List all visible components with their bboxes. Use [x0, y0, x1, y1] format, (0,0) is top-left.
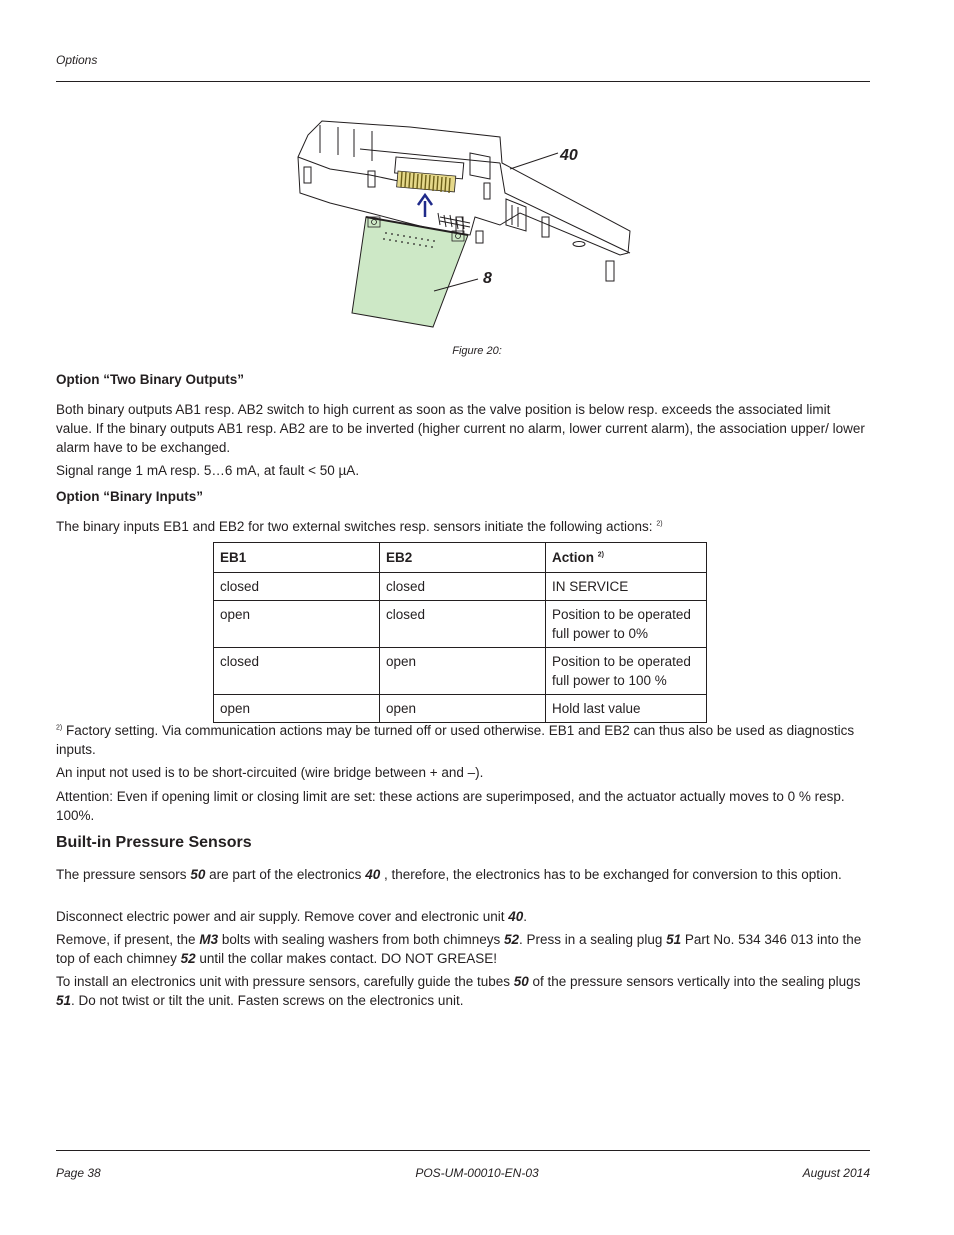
- header-rule: [56, 81, 870, 82]
- cell-eb2: open: [380, 648, 546, 695]
- text-run: . Do not twist or tilt the unit. Fasten screws on the electronics unit.: [71, 993, 464, 1008]
- footnote: [56, 721, 868, 759]
- text-run: bolts with sealing washers from both chimneys: [218, 932, 504, 947]
- text-run: until the collar makes contact. DO NOT GREASE!: [195, 951, 497, 966]
- figure-electronics-unit: [290, 113, 650, 331]
- ref-number: 50: [190, 867, 206, 882]
- text-run: The pressure sensors: [56, 867, 191, 882]
- running-head: Options: [56, 53, 98, 67]
- text-run: are part of the electronics: [205, 867, 366, 882]
- heading-binary-inputs: Option “Binary Inputs”: [56, 489, 203, 504]
- table-row: [214, 573, 707, 601]
- footnote-ref: 2): [656, 520, 663, 528]
- footnote-text: Factory setting. Via communication actions may be turned off or used otherwise. EB1 and EB2 can thus also be used as diagnostics inputs.: [56, 723, 855, 757]
- table-header-row: [214, 543, 707, 573]
- ref-number: 50: [513, 974, 529, 989]
- header-eb2: EB2: [380, 543, 546, 573]
- ref-number: 40: [365, 867, 381, 882]
- pressure-sensors-para-2: [56, 907, 868, 926]
- text-run: To install an electronics unit with pressure sensors, carefully guide the tubes: [56, 974, 514, 989]
- text-run: , therefore, the electronics has to be exchanged for conversion to this option.: [380, 867, 842, 882]
- callout-8: 8: [483, 270, 492, 287]
- table-row: [214, 648, 707, 695]
- binary-inputs-intro-text: The binary inputs EB1 and EB2 for two external switches resp. sensors initiate the following actions:: [56, 519, 657, 534]
- figure-caption: Figure 20:: [452, 345, 502, 357]
- ref-number: 51: [56, 993, 72, 1008]
- cell-action: Hold last value: [546, 695, 707, 723]
- signal-range-text: Signal range 1 mA resp. 5…6 mA, at fault < 50 µA.: [56, 463, 360, 478]
- header-action: [546, 543, 707, 573]
- pressure-sensors-para-4: [56, 972, 868, 1010]
- document-id: POS-UM-00010-EN-03: [415, 1166, 539, 1180]
- cell-action: Position to be operated full power to 0%: [546, 601, 707, 648]
- electronics-unit-drawing: [290, 113, 650, 331]
- text-run: of the pressure sensors vertically into the sealing plugs: [528, 974, 861, 989]
- cell-eb1: closed: [214, 573, 380, 601]
- insert-arrow-icon: [418, 195, 432, 217]
- page-number: Page 38: [56, 1166, 101, 1180]
- cell-eb1: open: [214, 695, 380, 723]
- callout-40: 40: [560, 147, 578, 164]
- document-date: August 2014: [802, 1166, 870, 1180]
- pin-header: [397, 171, 456, 193]
- text-run: Disconnect electric power and air supply. Remove cover and electronic unit: [56, 909, 509, 924]
- footnote-marker: 2): [56, 724, 63, 732]
- cell-eb1: open: [214, 601, 380, 648]
- ref-number: 52: [180, 951, 196, 966]
- header-action-label: Action: [552, 550, 598, 565]
- attention-note: Attention: Even if opening limit or closing limit are set: these actions are superimposed, and the actuator actually moves to 0 % resp. 100%.: [56, 789, 845, 823]
- table-row: [214, 695, 707, 723]
- footer-rule: [56, 1150, 870, 1151]
- ref-number: 40: [508, 909, 524, 924]
- pressure-sensors-para-3: [56, 930, 868, 968]
- pressure-sensors-para-1: [56, 865, 868, 884]
- cell-action: IN SERVICE: [546, 573, 707, 601]
- cell-eb2: open: [380, 695, 546, 723]
- header-footnote-ref: 2): [597, 551, 604, 559]
- text-run: Remove, if present, the: [56, 932, 200, 947]
- ref-number: M3: [199, 932, 219, 947]
- ref-number: 52: [503, 932, 519, 947]
- table-row: [214, 601, 707, 648]
- text-run: . Press in a sealing plug: [519, 932, 667, 947]
- option-board: [352, 217, 468, 327]
- cell-eb1: closed: [214, 648, 380, 695]
- ref-number: 51: [666, 932, 682, 947]
- cell-eb2: closed: [380, 601, 546, 648]
- text-run: Part No. 534 346 013 into the top of each chimney: [56, 932, 862, 966]
- cell-eb2: closed: [380, 573, 546, 601]
- heading-binary-outputs: Option “Two Binary Outputs”: [56, 372, 244, 387]
- header-eb1: EB1: [214, 543, 380, 573]
- binary-outputs-description: Both binary outputs AB1 resp. AB2 switch to high current as soon as the valve position is below resp. exceeds the associated limit value. If the binary outputs AB1 resp. AB2 are to be inverted (higher current no alarm, lower current alarm), the association upper/ lower alarm have to be exchanged.: [56, 402, 865, 455]
- text-run: .: [523, 909, 528, 924]
- binary-inputs-table: [213, 542, 707, 723]
- short-circuit-note: An input not used is to be short-circuited (wire bridge between + and –).: [56, 765, 484, 780]
- binary-inputs-intro: [56, 517, 868, 536]
- cell-action: Position to be operated full power to 100 %: [546, 648, 707, 695]
- heading-pressure-sensors: Built-in Pressure Sensors: [56, 834, 252, 851]
